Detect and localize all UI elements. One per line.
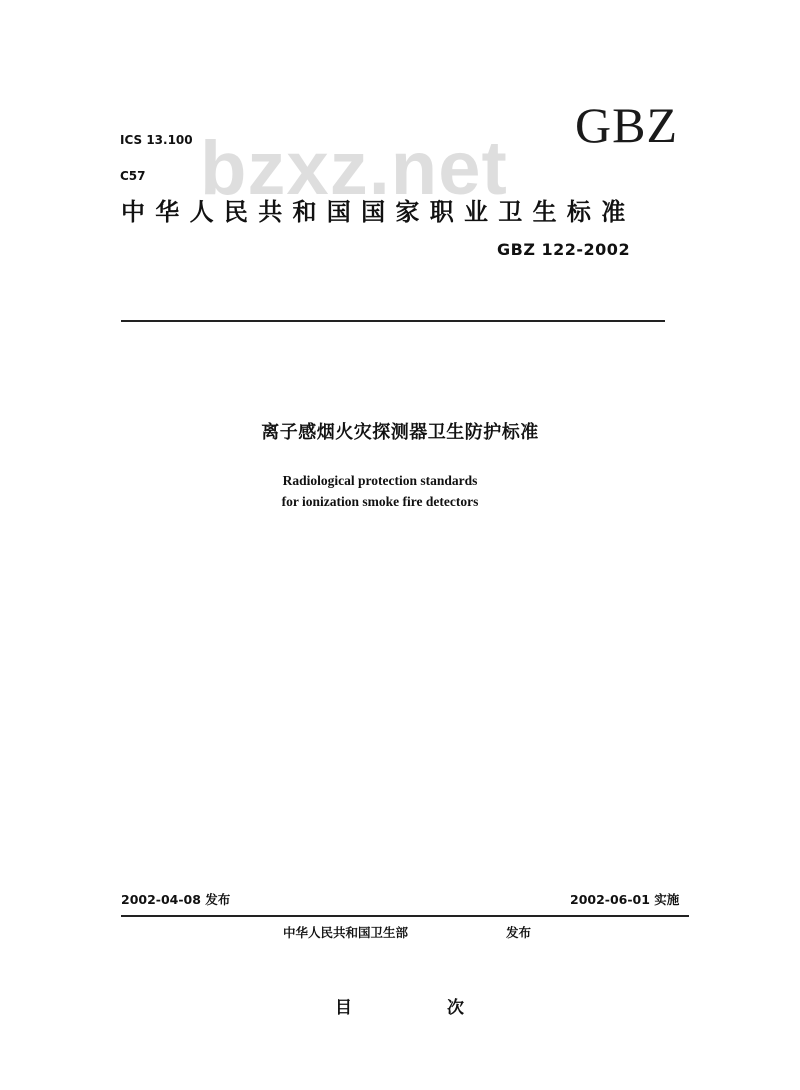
bottom-divider (121, 915, 689, 917)
ics-code: ICS 13.100 (120, 133, 193, 147)
implementation-date: 2002-06-01 实施 (570, 892, 680, 907)
gbz-logo: GBZ (575, 97, 678, 153)
watermark-text: bzxz.net (200, 126, 508, 211)
title-en-line-2: for ionization smoke fire detectors (281, 494, 479, 509)
toc-heading-char-1: 目 (335, 998, 352, 1018)
top-divider (121, 320, 665, 322)
document-title-en (0, 470, 760, 512)
ccs-code: C57 (120, 169, 146, 183)
toc-heading-char-2: 次 (447, 998, 464, 1018)
issue-date: 2002-04-08 发布 (121, 892, 231, 907)
document-title-cn: 离子感烟火灾探测器卫生防护标准 (261, 422, 539, 443)
standard-title: 中华人民共和国国家职业卫生标准 (121, 198, 636, 226)
title-en-line-1: Radiological protection standards (282, 473, 478, 488)
issuing-authority: 中华人民共和国卫生部 (283, 925, 409, 940)
issue-label: 发布 (506, 925, 532, 940)
standard-code: GBZ 122-2002 (497, 240, 631, 259)
